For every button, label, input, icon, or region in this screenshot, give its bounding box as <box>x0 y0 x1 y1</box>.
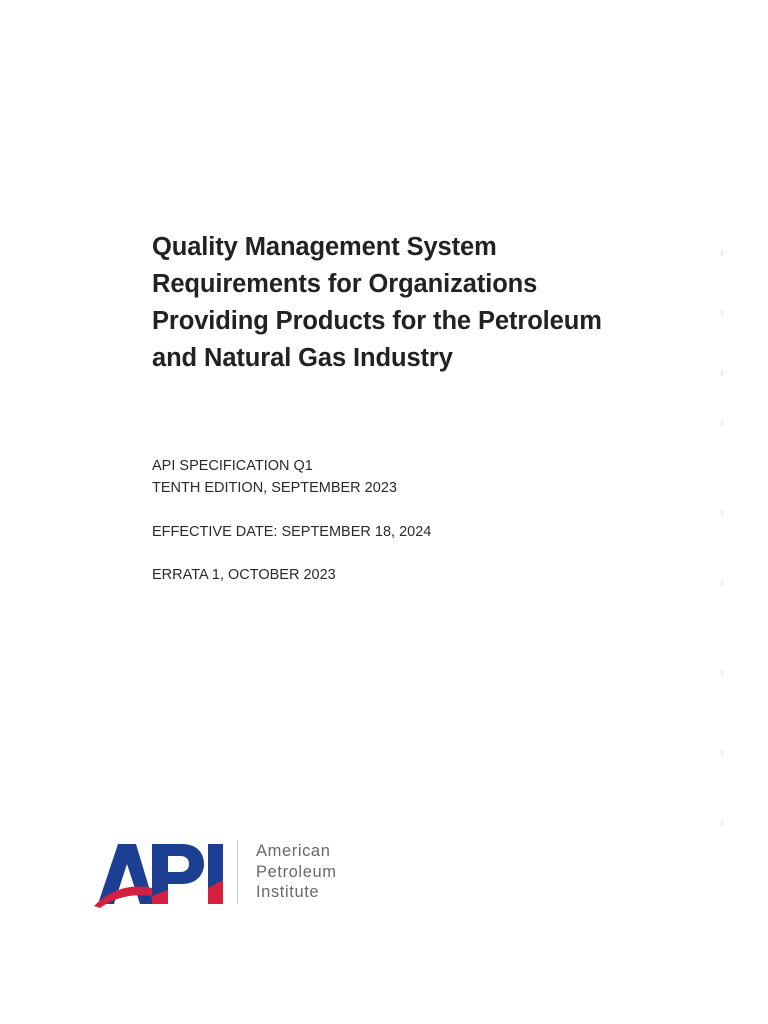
title-line-3: Providing Products for the Petroleum <box>152 307 602 335</box>
errata-info: ERRATA 1, OCTOBER 2023 <box>152 567 336 583</box>
specification-number: API SPECIFICATION Q1 <box>152 458 313 474</box>
specification-block <box>152 455 672 499</box>
organization-name-line-2: Petroleum <box>256 862 337 881</box>
api-logo <box>94 838 364 910</box>
organization-name-line-1: American <box>256 842 331 860</box>
scan-edge-marks <box>721 250 724 850</box>
document-title <box>152 229 712 377</box>
logo-divider <box>237 840 238 904</box>
organization-name-line-3: Institute <box>256 883 320 901</box>
title-line-2: Requirements for Organizations <box>152 270 538 298</box>
api-logo-mark-icon <box>94 838 226 908</box>
edition-info: TENTH EDITION, SEPTEMBER 2023 <box>152 480 397 496</box>
effective-date: EFFECTIVE DATE: SEPTEMBER 18, 2024 <box>152 524 432 540</box>
title-line-4: and Natural Gas Industry <box>152 344 453 372</box>
organization-name <box>256 841 337 903</box>
title-line-1: Quality Management System <box>152 233 497 261</box>
